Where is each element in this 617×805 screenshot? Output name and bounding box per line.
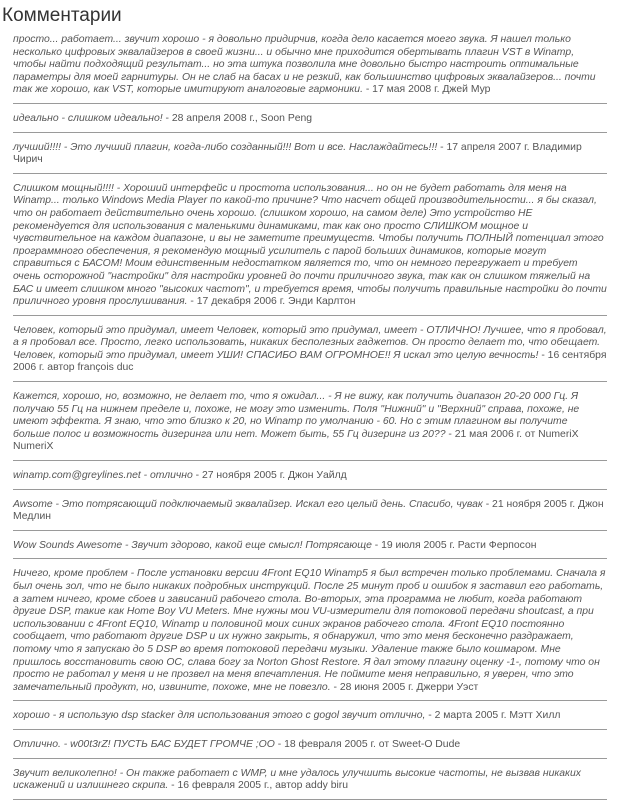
comment-item bbox=[13, 564, 607, 706]
comment-date-author: - 16 февраля 2005 г., автор addy biru bbox=[168, 780, 349, 792]
comment-item bbox=[13, 706, 607, 735]
comment-divider bbox=[13, 558, 607, 559]
comment-text: идеально - слишком идеально! bbox=[13, 112, 163, 124]
comment-text: просто... работает... звучит хорошо - я довольно придирчив, когда дело касается моего звука. Я нашел только несколько цифровых эквалайзеров в своей жизни... и обычно мне приходится обертывать плагин VST в Winamp, чтобы найти подходящий результат... но эта штука позволила мне довольно быстро настроить оптимальные параметры для моей гарнитуры. Он не слаб на басах и не резкий, как большинство цифровых эквалайзеров... почти так же хорошо, как VST, которые имитируют аналоговые гармоники. bbox=[13, 34, 596, 96]
comment-item bbox=[13, 764, 607, 805]
comment-date-author: - 21 ноября 2005 г. Джон Медлин bbox=[13, 498, 604, 523]
comment-text: Awsome - Это потрясающий подключаемый эквалайзер. Искал его целый день. Спасибо, чувак bbox=[13, 498, 483, 510]
comment-item bbox=[13, 138, 607, 179]
comment-text: Ничего, кроме проблем - После установки версии 4Front EQ10 Winamp5 я был встречен только проблемами. Сначала я был очень зол, что не было никаких подробных инструкций. После 25 минут проб и ошибок я заставил его работать, а затем ничего, кроме сбоев и зависаний рабочего стола. Во-вторых, эта программа не любит, когда работают другие DSP, такие как Home Boy VU Meters. Мне нужны мои VU-измерители для потоковой передачи shoutcast, а при использовании с 4Front EQ10, Winamp и половиной моих синих экранов рабочего стола. 4Front EQ10 постоянно сообщает, что работают другие DSP и их нужно закрыть, я обнаружил, что это меня бесконечно раздражает, потому что я запускаю до 5 DSP во время потоковой передачи музыки. Удаление также было кошмаром. Мне пришлось восстановить свою ОС, слава богу за Norton Ghost Restore. Я дал этому плагину оценку -1-, потому что он просто не работал у меня и не прозвел на меня впечатления. Не поймите меня неправильно, я уверен, что это замечательный продукт, но, извините, похоже, мне не повезло. bbox=[13, 568, 606, 693]
comment-list bbox=[13, 30, 607, 805]
comment-date-author: - 28 апреля 2008 г., Soon Peng bbox=[162, 112, 313, 124]
comment-divider bbox=[13, 173, 607, 174]
comment-text: Слишком мощный!!!! - Хороший интерфейс и простота использования... но он не будет работать для меня на Winamp... только Windows Media Player по какой-то причине? Что насчет общей производительности... я бы сказал, что он работает действительно очень хорошо. (слишком хорошо, на самом деле) Это устройство НЕ рекомендуется для использования с маленькими динамиками, так как оно просто СЛИШКОМ мощное и чувствительное на каждом диапазоне, и вы не заметите преимуществ. Чтобы получить ПОЛНЫЙ потенциал этого программного обеспечения, я рекомендую мощный усилитель с парой больших динамиков, которые могут справиться с БАСОМ! Моим единственным недостатком является то, что он немного перегружает и требует очень осторожной "настройки" для настройки уровней до почти приличного звука, так как он слишком тяжелый на БАС и имеет слишком много "высоких частот", и требуется время, чтобы получить правильные настройки до почти приличного уровня прослушивания. bbox=[13, 182, 607, 308]
comment-item bbox=[13, 466, 607, 495]
comment-divider bbox=[13, 729, 607, 730]
comment-text: лучший!!!! - Это лучший плагин, когда-либо созданный!!! Вот и все. Наслаждайтесь!!! bbox=[13, 141, 438, 153]
comment-date-author: - 2 марта 2005 г. Мэтт Хилл bbox=[425, 710, 561, 722]
comment-item bbox=[13, 735, 607, 764]
comment-item bbox=[13, 109, 607, 138]
comment-text: хорошо - я использую dsp stacker для использования этого с gogol звучит отлично, bbox=[13, 710, 426, 722]
comment-text: winamp.com@greylines.net - отлично bbox=[13, 470, 193, 482]
comment-item bbox=[13, 387, 607, 466]
comment-date-author: - 18 февраля 2005 г. от Sweet-O Dude bbox=[274, 738, 461, 750]
comment-date-author: - 17 апреля 2007 г. Владимир Чирич bbox=[13, 141, 582, 166]
comment-divider bbox=[13, 489, 607, 490]
comment-item bbox=[13, 495, 607, 536]
comment-date-author: - 27 ноября 2005 г. Джон Уайлд bbox=[192, 470, 347, 482]
comment-divider bbox=[13, 700, 607, 701]
comment-date-author: - 19 июля 2005 г. Расти Ферпосон bbox=[371, 539, 537, 551]
comment-text: Человек, который это придумал, имеет Человек, который это придумал, имеет - ОТЛИЧНО! Лучшее, что я пробовал, а я пробовал все. Просто, легко использовать, никаких бесполезных гаджетов. Он просто делает то, что обещает. Человек, который это придумал, имеет УШИ! СПАСИБО ВАМ ОГРОМНОЕ!! Я искал это целую вечность! bbox=[13, 324, 607, 361]
comment-divider bbox=[13, 530, 607, 531]
comment-text: Звучит великолепно! - Он также работает с WMP, и мне удалось улучшить высокие частоты, не вызвав никаких искажений и излишнего скрипа. bbox=[13, 767, 581, 792]
comment-divider bbox=[13, 315, 607, 316]
comment-text: Wow Sounds Awesome - Звучит здорово, какой еще смысл! Потрясающе bbox=[13, 539, 372, 551]
comment-item bbox=[13, 536, 607, 565]
comment-item bbox=[13, 30, 607, 109]
comment-date-author: - 16 сентября 2006 г. автор françois duc bbox=[13, 349, 607, 374]
comment-date-author: - 17 мая 2008 г. Джей Мур bbox=[362, 84, 491, 96]
comment-item bbox=[13, 321, 607, 387]
comment-date-author: - 17 декабря 2006 г. Энди Карлтон bbox=[187, 296, 356, 308]
comment-item bbox=[13, 179, 607, 321]
comment-divider bbox=[13, 460, 607, 461]
comment-divider bbox=[13, 381, 607, 382]
comment-divider bbox=[13, 758, 607, 759]
comment-divider bbox=[13, 103, 607, 104]
comment-text: Кажется, хорошо, но, возможно, не делает то, что я ожидал... - Я не вижу, как получить диапазон 20-20 000 Гц. Я получаю 55 Гц на нижнем пределе и, похоже, не могу это изменить. Поля "Нижний" и "Верхний" справа, похоже, не имеют эффекта. Я знаю, что это близко к 20, но Winamp по умолчанию - 60. Но с этим плагином вы получите больше полос и возможность дизеринга или нет. Может быть, 55 Гц дизеринг из 20?? bbox=[13, 391, 580, 440]
comment-date-author: - 21 мая 2006 г. от NumeriX NumeriX bbox=[13, 428, 579, 453]
comment-date-author: - 28 июня 2005 г. Джерри Уэст bbox=[330, 681, 479, 693]
comment-text: Отлично. - w00t3rZ! ПУСТЬ БАС БУДЕТ ГРОМЧЕ ;OO bbox=[13, 738, 275, 750]
page-title: Комментарии bbox=[2, 5, 122, 26]
comment-divider bbox=[13, 132, 607, 133]
